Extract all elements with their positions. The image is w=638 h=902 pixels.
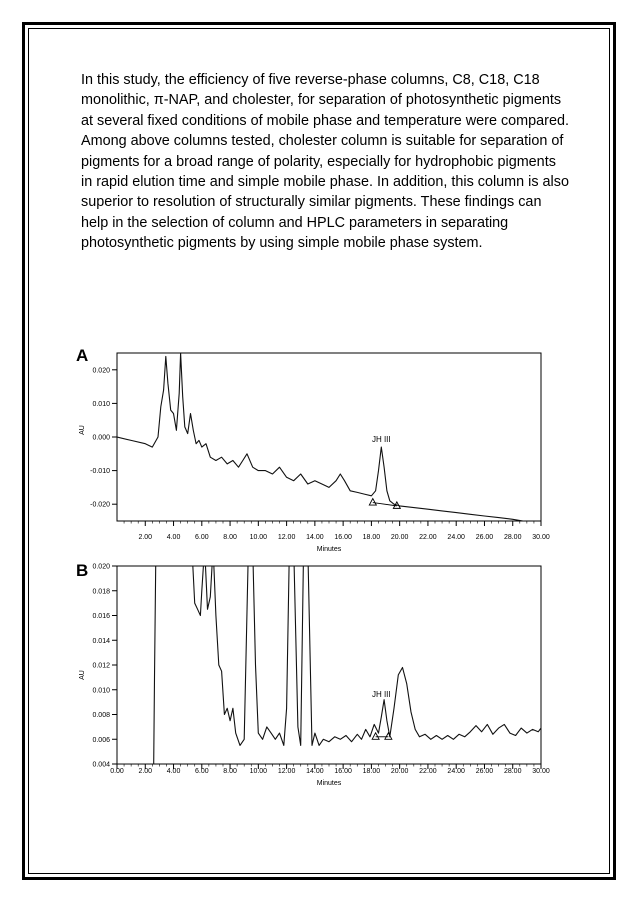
panel-label: A bbox=[76, 346, 89, 365]
y-tick-label: 0.012 bbox=[92, 662, 110, 670]
plot-frame bbox=[117, 353, 541, 521]
x-tick-label: 12.00 bbox=[277, 534, 296, 541]
peak-marker bbox=[369, 499, 376, 506]
x-tick-label: 26.00 bbox=[475, 768, 494, 775]
x-tick-label: 4.00 bbox=[166, 768, 181, 775]
y-tick-label: 0.010 bbox=[92, 687, 110, 695]
x-tick-label: 4.00 bbox=[166, 534, 181, 541]
plot-frame bbox=[117, 566, 541, 764]
x-tick-label: 18.00 bbox=[362, 534, 381, 541]
y-tick-label: 0.004 bbox=[92, 761, 110, 769]
x-tick-label: 18.00 bbox=[362, 768, 381, 775]
y-tick-label: 0.016 bbox=[92, 613, 110, 620]
y-axis-label: AU bbox=[79, 425, 86, 435]
y-tick-label: -0.010 bbox=[90, 468, 110, 476]
peak-annotation: JH III bbox=[371, 435, 391, 445]
x-tick-label: 24.00 bbox=[447, 768, 465, 775]
x-tick-label: 20.00 bbox=[390, 768, 409, 775]
x-tick-label: 12.00 bbox=[277, 768, 296, 775]
x-tick-label: 2.00 bbox=[138, 534, 153, 541]
y-tick-label: 0.018 bbox=[92, 588, 110, 596]
x-axis-label: Minutes bbox=[316, 780, 342, 787]
x-tick-label: 22.00 bbox=[419, 768, 437, 775]
y-tick-label: -0.020 bbox=[90, 501, 110, 509]
x-tick-label: 28.00 bbox=[503, 768, 522, 775]
x-axis-label: Minutes bbox=[316, 546, 342, 553]
x-tick-label: 10.00 bbox=[249, 768, 268, 775]
x-tick-label: 2.00 bbox=[138, 768, 153, 775]
chromatogram-b bbox=[0, 560, 638, 790]
x-tick-label: 0.00 bbox=[110, 768, 124, 775]
x-tick-label: 16.00 bbox=[334, 534, 352, 541]
panel-label: B bbox=[76, 561, 89, 580]
peak-annotation: JH III bbox=[371, 690, 391, 700]
x-tick-label: 22.00 bbox=[419, 534, 437, 541]
y-tick-label: 0.020 bbox=[92, 367, 110, 375]
x-tick-label: 14.00 bbox=[306, 768, 324, 775]
x-tick-label: 16.00 bbox=[334, 768, 352, 775]
x-tick-label: 6.00 bbox=[194, 768, 209, 775]
y-tick-label: 0.014 bbox=[92, 637, 110, 645]
body-paragraph: In this study, the efficiency of five reverse-phase columns, C8, C18, C18 monolithic, π-NAP, and cholester, for separation of photosynthetic pigments at several fixed conditions of mobile phase and temperature were compared. Among above columns tested, cholester column is suitable for separation of pigments for a broad range of polarity, especially for hydrophobic pigments in rapid elution time and simple mobile phase. In addition, this column is also superior to resolution of structurally similar pigments. These findings can help in the selection of column and HPLC parameters in separating photosynthetic pigments by using simple mobile phase system. bbox=[81, 72, 569, 252]
y-tick-label: 0.010 bbox=[92, 400, 110, 408]
x-tick-label: 8.00 bbox=[223, 768, 237, 775]
x-tick-label: 30.00 bbox=[532, 768, 550, 775]
x-tick-label: 8.00 bbox=[223, 534, 237, 541]
x-tick-label: 20.00 bbox=[390, 534, 409, 541]
x-tick-label: 6.00 bbox=[194, 534, 209, 541]
x-tick-label: 26.00 bbox=[475, 534, 494, 541]
x-tick-label: 28.00 bbox=[503, 534, 522, 541]
y-tick-label: 0.000 bbox=[92, 434, 110, 442]
x-tick-label: 10.00 bbox=[249, 534, 268, 541]
y-axis-label: AU bbox=[79, 670, 86, 680]
x-tick-label: 30.00 bbox=[532, 534, 550, 541]
x-tick-label: 14.00 bbox=[306, 534, 324, 541]
x-tick-label: 24.00 bbox=[447, 534, 465, 541]
y-tick-label: 0.020 bbox=[92, 563, 110, 571]
peak-marker bbox=[385, 733, 392, 740]
y-tick-label: 0.008 bbox=[92, 712, 110, 719]
y-tick-label: 0.006 bbox=[92, 736, 110, 744]
chromatogram-trace bbox=[117, 547, 541, 764]
chromatogram-a bbox=[0, 345, 638, 560]
peak-marker bbox=[372, 733, 379, 740]
chromatogram-trace bbox=[117, 353, 541, 524]
